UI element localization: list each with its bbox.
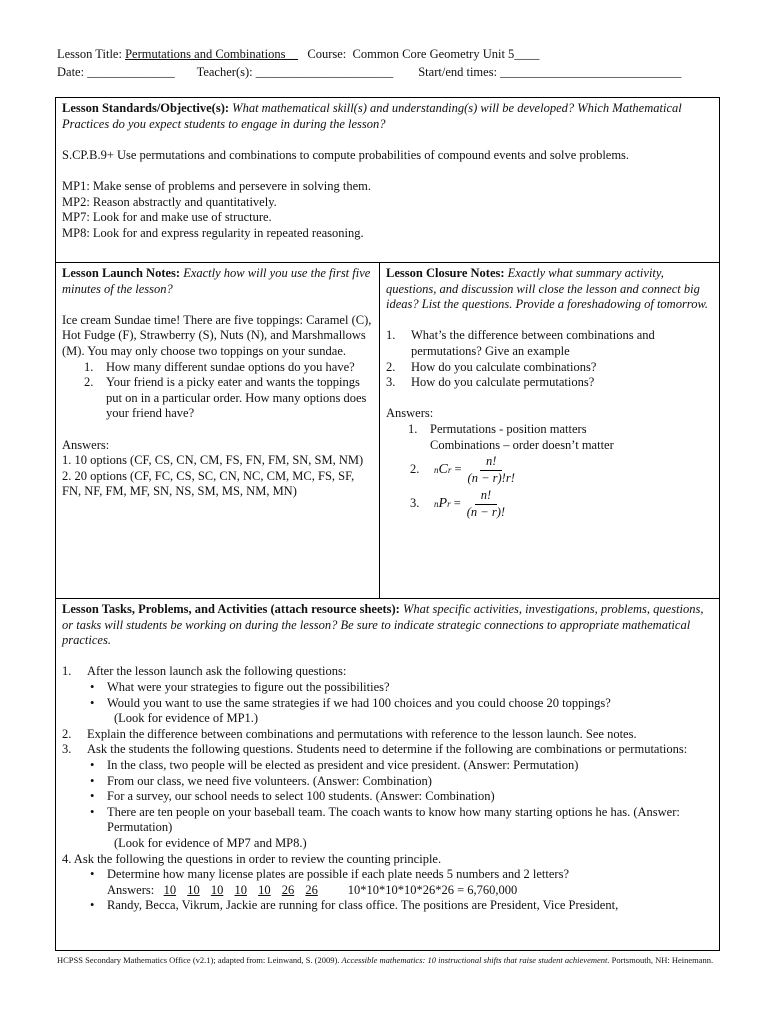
- tasks-heading: Lesson Tasks, Problems, and Activities (attach resource sheets):: [62, 602, 400, 616]
- footer-publisher: Portsmouth, NH: Heinemann.: [611, 955, 714, 965]
- mp-item: MP7: Look for and make use of structure.: [62, 210, 272, 225]
- answer-value: 26: [281, 882, 295, 897]
- closure-answer-1b: Combinations – order doesn’t matter: [430, 437, 614, 452]
- course-label: Course:: [307, 47, 347, 61]
- date-label: Date:: [57, 65, 85, 79]
- launch-q2: Your friend is a picky eater and wants the toppings put on in a particular order. How many options does your friend have?: [106, 375, 367, 421]
- footer-citation: [57, 955, 717, 965]
- launch-heading: Lesson Launch Notes:: [62, 266, 181, 280]
- launch-q1: How many different sundae options do you have?: [106, 359, 355, 374]
- closure-heading: Lesson Closure Notes:: [386, 266, 505, 280]
- task-4-bullet: Determine how many license plates are possible if each plate needs 5 numbers and 2 letters?: [107, 867, 569, 882]
- task-4-answers: [62, 883, 713, 899]
- answer-value: 10: [187, 882, 200, 897]
- mp-item: MP1: Make sense of problems and persevere in solving them.: [62, 178, 371, 193]
- permutation-formula: 3. nPr = $\frac{n!}{(n - r)!}$: [410, 488, 506, 519]
- task-4-answers-label: Answers:: [107, 882, 155, 897]
- header-line-1: Lesson Title: Permutations and Combinations__ Course: Common Core Geometry Unit 5____: [57, 47, 540, 61]
- task-1-bullet: What were your strategies to figure out the possibilities?: [107, 679, 390, 694]
- task-2: Explain the difference between combinations and permutations with reference to the lesson launch. See notes.: [87, 726, 637, 741]
- task-3-bullet: From our class, we need five volunteers. (Answer: Combination): [107, 773, 432, 788]
- answer-value: 26: [305, 882, 318, 897]
- launch-prompt: Exactly how will you use the first five minutes of the lesson?: [62, 266, 371, 296]
- mp-item: MP2: Reason abstractly and quantitatively.: [62, 194, 277, 209]
- header-line-2: Date: ______________ Teacher(s): ______________________ Start/end times: _____________________________: [57, 65, 682, 79]
- task-3-bullet: For a survey, our school needs to select 100 students. (Answer: Combination): [107, 789, 495, 804]
- formula-2-numerator: n!: [480, 454, 502, 471]
- launch-answer-1: 1. 10 options (CF, CS, CN, CM, FS, FN, FM, SN, SM, NM): [62, 453, 364, 468]
- closure-prompt: Exactly what summary activity, questions, and discussion will close the lesson and connect big ideas? List the questions. Provide a foreshadowing of tomorrow.: [386, 266, 708, 312]
- standards-heading: Lesson Standards/Objective(s):: [62, 101, 230, 115]
- mp-item: MP8: Look for and express regularity in repeated reasoning.: [62, 225, 364, 240]
- closure-q3: How do you calculate permutations?: [411, 375, 595, 390]
- combination-formula: 2. nCr = $\frac{n!}{(n - r)!r!}$: [410, 454, 515, 485]
- answer-value: 10: [234, 882, 247, 897]
- task-3-note: (Look for evidence of MP7 and MP8.): [114, 835, 307, 850]
- closure-q1: What’s the difference between combinations and permutations? Give an example: [411, 328, 655, 358]
- closure-answers-label: Answers:: [386, 406, 434, 421]
- answer-value: 10: [258, 882, 271, 897]
- course: Common Core Geometry Unit 5: [352, 47, 515, 61]
- task-3: Ask the students the following questions. Students need to determine if the following are combinations or permutations:: [87, 742, 688, 757]
- task-1: After the lesson launch ask the following questions:: [87, 664, 347, 679]
- standards-section: [55, 97, 720, 263]
- task-1-bullet: Would you want to use the same strategies if we had 100 choices and you could choose 20 toppings?: [107, 695, 611, 710]
- formula-3-numerator: n!: [475, 488, 497, 505]
- launch-intro: Ice cream Sundae time! There are five toppings: Caramel (C), Hot Fudge (F), Strawberry (S), Nuts (N), and Marshmallows (M). You may only choose two toppings on your sundae.: [62, 312, 372, 358]
- closure-q2: How do you calculate combinations?: [411, 359, 597, 374]
- lesson-title-label: Lesson Title:: [57, 47, 122, 61]
- answer-value: 10: [163, 882, 177, 897]
- formula-3-denominator: (n − r)!: [466, 504, 506, 519]
- launch-answer-2: 2. 20 options (CF, FC, CS, SC, CN, NC, CM, MC, FS, SF, FN, NF, FM, MF, SN, NS, SM, MS, NM, MN): [62, 468, 355, 499]
- standard-text: S.CP.B.9+ Use permutations and combinations to compute probabilities of compound events and solve problems.: [62, 147, 630, 162]
- task-4-calculation: 10*10*10*10*26*26 = 6,760,000: [347, 882, 518, 897]
- lesson-title: Permutations and Combinations: [125, 47, 286, 61]
- footer-text: HCPSS Secondary Mathematics Office (v2.1); adapted from: Leinwand, S. (2009).: [57, 955, 340, 965]
- task-4-bullet: Randy, Becca, Vikrum, Jackie are running for class office. The positions are President, Vice President,: [107, 898, 619, 913]
- launch-section: Lesson Launch Notes: Exactly how will you use the first five minutes of the lesson? Ice cream Sundae time! There are five toppings: Caramel (C), Hot Fudge (F), Strawberry (S), Nuts (N), and Marshmallows (M). You may only choose two toppings on your sundae. 1. How many different sundae options do you have? 2. Your friend is a picky eater and wants the toppings put on in a particular order. How many options does your friend have? Answers: 1. 10 options (CF, CS, CN, CM, FS, FN, FM, SN, SM, NM) 2. 20 options (CF, FC, CS, SC, CN, NC, CM, MC, FS, SF, FN, NF, FM, MF, SN, NS, SM, MS, NM, MN): [55, 262, 380, 599]
- tasks-section: Lesson Tasks, Problems, and Activities (attach resource sheets): What specific activities, investigations, problems, questions, or tasks will students be working on during the lesson? Be sure to indicate strategic connections to appropriate mathematical practices. 1. After the lesson launch ask the following questions: • What were your strategies to figure out the possibilities? • Would you want to use the same strategies if we had 100 choices and you could choose 20 toppings? (Look for evidence of MP1.) 2. Explain the difference between combinations and permutations with reference to the lesson launch. See notes. 3. Ask the students the following questions. Students need to determine if the following are combinations or permutations: • In the class, two people will be elected as president and vice president. (Answer: Permutation) • From our class, we need five volunteers. (Answer: Combination) • For a survey, our school needs to select 100 students. (Answer: Combination) • There are ten people on your baseball team. The coach wants to know how many starting options he has. (Answer: Permutation) (Look for evidence of MP7 and MP8.) 4. Ask the following the questions in order to review the counting principle. • Determine how many license plates are possible if each plate needs 5 numbers and 2 letters? Answers: 10 10 10 10 10 26 26 10*10*10*10*26*26 = 6,760,000 • Randy, Becca, Vikrum, Jackie are running for class office. The positions are President, Vice President,: [55, 598, 720, 951]
- footer-title: Accessible mathematics: 10 instructional shifts that raise student achievement.: [341, 955, 610, 965]
- task-1-note: (Look for evidence of MP1.): [114, 711, 259, 726]
- closure-section: Lesson Closure Notes: Exactly what summary activity, questions, and discussion will close the lesson and connect big ideas? List the questions. Provide a foreshadowing of tomorrow. 1. What’s the difference between combinations and permutations? Give an example 2. How do you calculate combinations? 3. How do you calculate permutations? Answers: 1. Permutations - position matters Combinations – order doesn’t matter 2. nCr = $\frac{n!}{(n - r)!r!}$ 3. nPr = $\frac{n!}{(n - r)!}$: [379, 262, 720, 599]
- task-4: 4. Ask the following the questions in order to review the counting principle.: [62, 851, 442, 866]
- task-3-bullet: In the class, two people will be elected as president and vice president. (Answer: Permutation): [107, 757, 579, 772]
- standards-prompt: What mathematical skill(s) and understanding(s) will be developed? Which Mathematical Practices do you expect students to engage in during the lesson?: [62, 101, 682, 131]
- launch-answers-label: Answers:: [62, 437, 110, 452]
- times-label: Start/end times:: [418, 65, 498, 79]
- teacher-label: Teacher(s):: [196, 65, 253, 79]
- tasks-prompt: What specific activities, investigations, problems, questions, or tasks will students be working on during the lesson? Be sure to indicate strategic connections to appropriate mathematical practices.: [62, 602, 704, 648]
- formula-2-denominator: (n − r)!r!: [467, 470, 515, 485]
- task-3-bullet: There are ten people on your baseball team. The coach wants to know how many starting options he has. (Answer: Permutation): [107, 804, 680, 835]
- closure-answer-1a: Permutations - position matters: [430, 421, 587, 436]
- answer-value: 10: [210, 882, 224, 897]
